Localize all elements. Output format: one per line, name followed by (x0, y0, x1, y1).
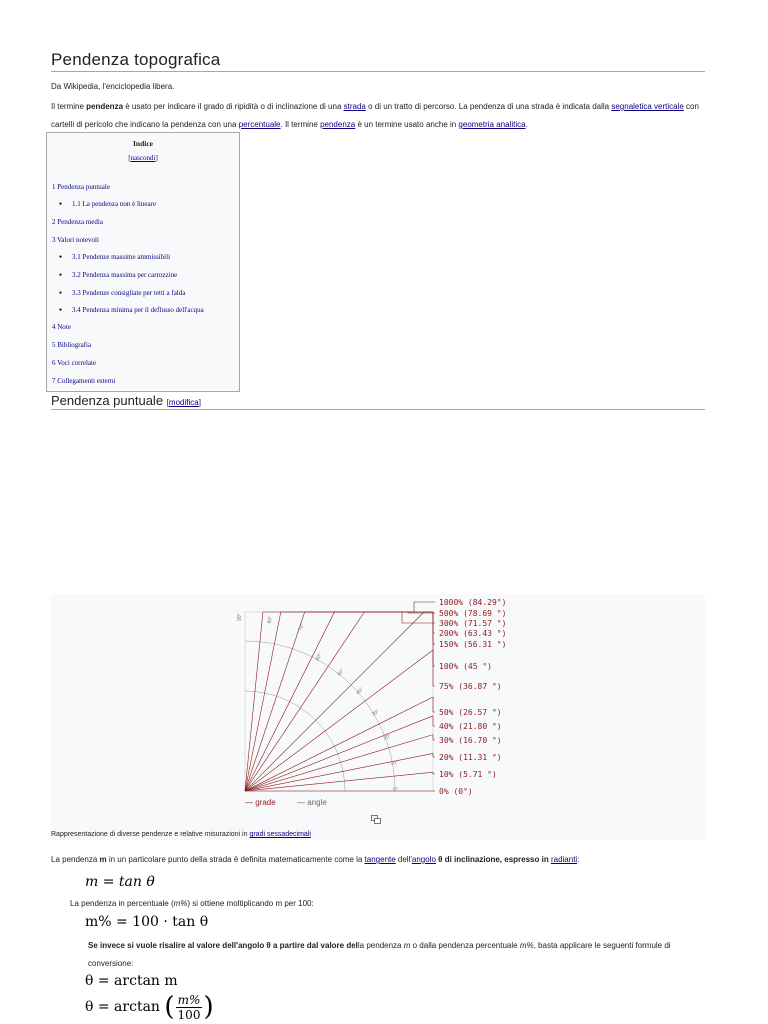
paren-open: ( (164, 992, 175, 1022)
toc-item[interactable] (52, 359, 96, 367)
legend-grade: — grade (245, 798, 276, 807)
toc-item[interactable] (52, 218, 103, 226)
angle-label: 30° (370, 708, 381, 718)
toc-item[interactable] (59, 306, 204, 314)
figure-caption (51, 831, 311, 838)
inverse-text: , basta applicare le seguenti formule di conversione: (88, 941, 671, 968)
toc-item-label: 1.1 La pendenza non è lineare (72, 200, 156, 208)
grade-label: 1000% (84.29°) (439, 598, 507, 607)
fraction (176, 993, 203, 1022)
grade-leader (433, 716, 435, 726)
percent-paragraph (70, 899, 314, 908)
toc-item[interactable] (59, 271, 177, 279)
toc-item-label: 7 Collegamenti esterni (52, 377, 116, 385)
grade-leader (424, 612, 435, 666)
toc-title: Indice (132, 139, 153, 148)
formula4-lhs: θ = arctan (85, 999, 160, 1015)
toc-item[interactable] (52, 236, 99, 244)
formula-arctan-percent (85, 992, 214, 1022)
toc-item-label: 3.2 Pendenza massima per carrozzine (72, 271, 178, 279)
toc-toggle: [nascondi] (128, 154, 158, 162)
formula-percent: m% = 100 · tan θ (85, 914, 209, 930)
angle-label: 0° (393, 787, 398, 793)
link-strada[interactable]: strada (343, 102, 366, 111)
inverse-text: la pendenza (357, 941, 404, 950)
grade-leader (433, 650, 435, 686)
pct-text: La pendenza in percentuale ( (70, 899, 174, 908)
inverse-var: m% (519, 941, 534, 950)
inverse-bold: Se invece si vuole risalire al valore dell'angolo θ a partire dal valore del (88, 941, 358, 950)
figure-box (51, 594, 705, 840)
link-gradi-sessadecimali[interactable]: gradi sessadecimali (249, 831, 311, 838)
grade-label: 75% (36.87 °) (439, 682, 502, 691)
def-text: : (577, 855, 580, 864)
angle-label: 40° (355, 686, 365, 697)
grade-label: 200% (63.43 °) (439, 629, 507, 638)
link-segnaletica-verticale[interactable]: segnaletica verticale (611, 102, 684, 111)
tagline: Da Wikipedia, l'enciclopedia libera. (51, 82, 175, 91)
toc-item-label: 1 Pendenza puntuale (52, 183, 110, 191)
grade-line (245, 772, 433, 791)
toc-item[interactable] (52, 377, 115, 385)
grade-label: 40% (21.80 °) (439, 722, 502, 731)
intro-text: . Il termine (280, 120, 321, 129)
toc-item-label: 3.4 Pendenza minima per il deflusso dell'acqua (72, 306, 204, 314)
link-radianti[interactable]: radianti (550, 855, 578, 864)
fraction-denominator: 100 (177, 1007, 201, 1022)
page-title: Pendenza topografica (51, 50, 705, 72)
grade-leader (433, 735, 435, 740)
angle-label: 60° (314, 652, 324, 663)
paren-close: ) (203, 992, 214, 1022)
edit-section-link[interactable]: modifica (168, 398, 199, 407)
toc-item[interactable] (59, 289, 185, 297)
formula-tan: m = tan θ (85, 874, 155, 890)
grade-leader (364, 612, 435, 644)
toc-item-label: 6 Voci correlate (52, 359, 97, 367)
angle-label: 50° (336, 667, 346, 678)
link-pendenza[interactable]: pendenza (320, 120, 356, 129)
slope-diagram (51, 594, 705, 840)
grade-label: 300% (71.57 °) (439, 619, 507, 628)
intro-text: è usato per indicare il grado di ripidità o di inclinazione di una (123, 102, 344, 111)
toc-item-label: 5 Bibliografia (52, 341, 92, 349)
magnify-icon[interactable] (371, 815, 381, 824)
grade-label: 0% (0°) (439, 787, 473, 796)
toc-item[interactable] (59, 253, 170, 261)
grade-label: 50% (26.57 °) (439, 708, 502, 717)
legend-angle: — angle (297, 798, 327, 807)
edit-section: [modifica] (166, 398, 201, 407)
toc-toggle-link[interactable]: nascondi (130, 154, 156, 162)
angle-label: 70° (297, 622, 306, 632)
grade-line (245, 716, 433, 791)
toc-item[interactable] (52, 341, 91, 349)
grade-label: 20% (11.31 °) (439, 753, 502, 762)
intro-text: o di un tratto di percorso. La pendenza di una strada è indicata dalla (365, 102, 612, 111)
grade-label: 150% (56.31 °) (439, 640, 507, 649)
intro-text: con cartelli di pericolo che indicano la pendenza con una (51, 102, 699, 129)
intro-text: Il termine (51, 102, 87, 111)
caption-text: Rappresentazione di diverse pendenze e relative misurazioni in (51, 831, 250, 838)
def-var-m: m (99, 855, 107, 864)
def-text: dell' (395, 855, 412, 864)
link-geometria-analitica[interactable]: geometria analitica (458, 120, 526, 129)
intro-bold-term: pendenza (86, 102, 124, 111)
grade-label: 30% (16.70 °) (439, 736, 502, 745)
grade-line (245, 612, 335, 791)
def-text: La pendenza (51, 855, 100, 864)
toc-item-label: 4 Note (52, 323, 71, 331)
def-text: in un particolare punto della strada è definita matematicamente come la (106, 855, 365, 864)
link-angolo[interactable]: angolo (411, 855, 436, 864)
toc-item-label: 2 Pendenza media (52, 218, 103, 226)
section-title: Pendenza puntuale (51, 393, 164, 408)
grade-label: 100% (45 °) (439, 662, 492, 671)
intro-text: è un termine usato anche in (355, 120, 459, 129)
inverse-var: m (403, 941, 411, 950)
grade-leader (335, 612, 436, 633)
grade-line (245, 753, 433, 791)
grade-leader (263, 602, 435, 612)
grade-line (245, 697, 433, 791)
grade-leader (433, 772, 435, 774)
diagram-frame (245, 612, 433, 791)
pct-var: m% (173, 899, 188, 908)
grade-leader (305, 612, 435, 623)
link-percentuale[interactable]: percentuale (238, 120, 281, 129)
toc-item-label: 3.1 Pendenze massime ammissibili (72, 253, 171, 261)
definition-paragraph (51, 855, 579, 864)
angle-label: 10° (390, 759, 399, 767)
angle-label: 90° (237, 613, 243, 621)
inverse-paragraph (88, 937, 708, 973)
section-heading (51, 393, 705, 410)
grade-label: 10% (5.71 °) (439, 770, 497, 779)
pct-text: ) si ottiene moltiplicando m per 100: (187, 899, 314, 908)
angle-label: 80° (266, 615, 274, 624)
def-text-bold: θ di inclinazione, espresso in (435, 855, 551, 864)
fraction-numerator: m% (176, 993, 203, 1008)
intro-text: . (525, 120, 528, 129)
grade-leader (433, 697, 435, 712)
link-tangente[interactable]: tangente (364, 855, 396, 864)
toc-item-label: 3.3 Pendenze consigliate per tetti a falda (72, 289, 186, 297)
inverse-text: o dalla pendenza percentuale (410, 941, 520, 950)
toc-item[interactable] (52, 323, 71, 331)
angle-label: 20° (382, 733, 392, 742)
grade-label: 500% (78.69 °) (439, 609, 507, 618)
grade-leader (433, 753, 435, 757)
table-of-contents (46, 132, 240, 392)
toc-item-label: 3 Valori notevoli (52, 236, 99, 244)
intro-paragraph (51, 98, 711, 134)
formula-arctan: θ = arctan m (85, 973, 178, 989)
toc-item[interactable] (59, 200, 156, 208)
toc-item[interactable] (52, 183, 110, 191)
